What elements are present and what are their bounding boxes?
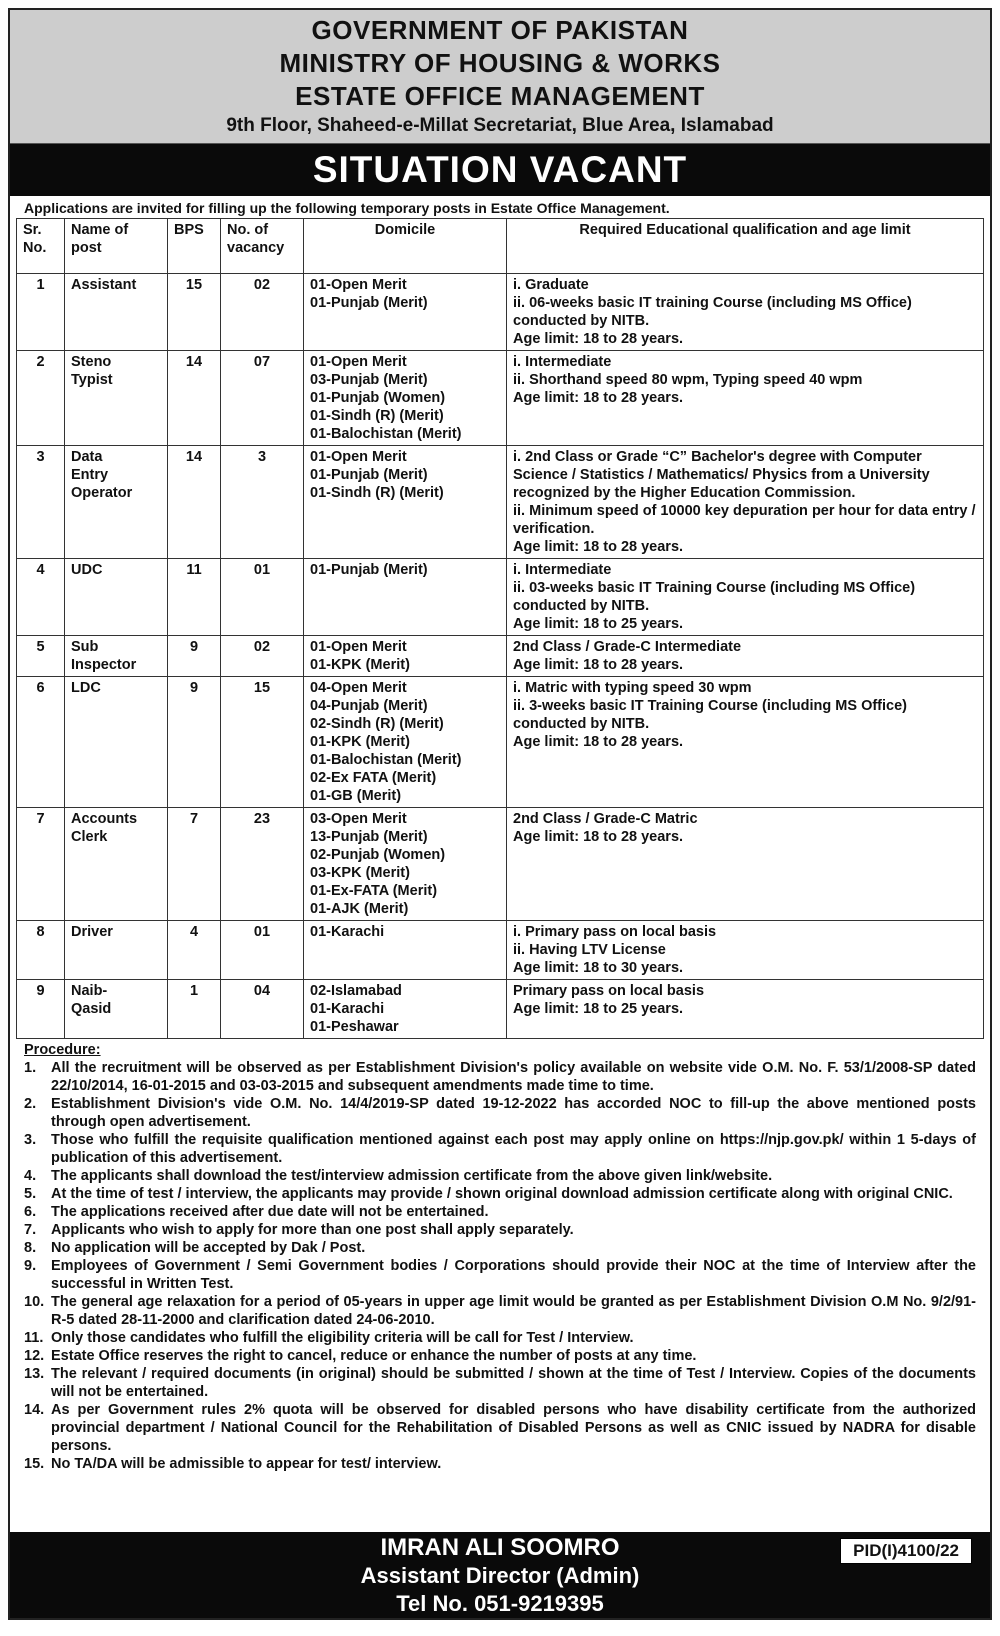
header-vacancy: No. of vacancy bbox=[221, 219, 304, 274]
cell-line: 01-Punjab (Merit) bbox=[310, 295, 428, 311]
situation-vacant-banner: SITUATION VACANT bbox=[10, 144, 990, 196]
cell-qualification bbox=[507, 351, 984, 446]
procedure-number: 1. bbox=[24, 1060, 37, 1076]
cell-line: Age limit: 18 to 28 years. bbox=[513, 331, 684, 347]
vacancy-table-body bbox=[17, 274, 984, 1039]
cell-vacancy: 15 bbox=[221, 677, 304, 808]
procedure-item bbox=[24, 1293, 976, 1329]
cell-line: Age limit: 18 to 25 years. bbox=[513, 616, 684, 632]
cell-post bbox=[65, 921, 168, 980]
procedure-text: Only those candidates who fulfill the eligibility criteria will be call for Test / Interview. bbox=[51, 1330, 634, 1346]
cell-domicile bbox=[304, 808, 507, 921]
header-sr: Sr. No. bbox=[17, 219, 65, 274]
cell-post bbox=[65, 636, 168, 677]
cell-post bbox=[65, 980, 168, 1039]
cell-line: 01-Sindh (R) (Merit) bbox=[310, 485, 444, 501]
cell-line: ii. 06-weeks basic IT training Course (including MS Office) conducted by NITB. bbox=[513, 295, 912, 329]
cell-line: 01-Balochistan (Merit) bbox=[310, 426, 462, 442]
office-title: ESTATE OFFICE MANAGEMENT bbox=[295, 81, 705, 111]
cell-line: 01-KPK (Merit) bbox=[310, 657, 410, 673]
header bbox=[10, 10, 990, 144]
procedure-number: 12. bbox=[24, 1348, 45, 1364]
cell-vacancy: 01 bbox=[221, 559, 304, 636]
cell-vacancy: 04 bbox=[221, 980, 304, 1039]
procedure-number: 7. bbox=[24, 1222, 37, 1238]
cell-qualification bbox=[507, 677, 984, 808]
cell-line: i. Intermediate bbox=[513, 562, 612, 578]
cell-line: i. Matric with typing speed 30 wpm bbox=[513, 680, 752, 696]
cell-line: Age limit: 18 to 30 years. bbox=[513, 960, 684, 976]
table-row bbox=[17, 808, 984, 921]
cell-line: Operator bbox=[71, 485, 133, 501]
cell-domicile bbox=[304, 559, 507, 636]
table-row bbox=[17, 636, 984, 677]
cell-sr: 8 bbox=[17, 921, 65, 980]
cell-line: 01-Peshawar bbox=[310, 1019, 399, 1035]
header-qualification: Required Educational qualification and age limit bbox=[507, 219, 984, 274]
cell-sr: 9 bbox=[17, 980, 65, 1039]
cell-line: Age limit: 18 to 28 years. bbox=[513, 539, 684, 555]
cell-domicile bbox=[304, 636, 507, 677]
cell-bps: 9 bbox=[168, 636, 221, 677]
cell-line: 01-Ex-FATA (Merit) bbox=[310, 883, 438, 899]
cell-qualification bbox=[507, 921, 984, 980]
procedure-text: Those who fulfill the requisite qualification mentioned against each post may apply online on https://njp.gov.pk/ within 1 5-days of publication of this advertisement. bbox=[51, 1132, 976, 1166]
cell-line: 01-Sindh (R) (Merit) bbox=[310, 408, 444, 424]
cell-bps: 14 bbox=[168, 351, 221, 446]
cell-line: 01-Punjab (Merit) bbox=[310, 467, 428, 483]
procedure-item bbox=[24, 1203, 976, 1221]
procedure-text: The applicants shall download the test/interview admission certificate from the above given link/website. bbox=[51, 1168, 773, 1184]
cell-line: 01-GB (Merit) bbox=[310, 788, 402, 804]
cell-line: 2nd Class / Grade-C Intermediate bbox=[513, 639, 742, 655]
telephone-number: Tel No. 051-9219395 bbox=[396, 1591, 604, 1616]
cell-qualification bbox=[507, 274, 984, 351]
cell-vacancy: 23 bbox=[221, 808, 304, 921]
cell-line: UDC bbox=[71, 562, 103, 578]
cell-qualification bbox=[507, 636, 984, 677]
cell-vacancy: 3 bbox=[221, 446, 304, 559]
cell-domicile bbox=[304, 980, 507, 1039]
procedure-number: 11. bbox=[24, 1330, 44, 1346]
cell-line: 13-Punjab (Merit) bbox=[310, 829, 428, 845]
table-row bbox=[17, 274, 984, 351]
procedure-text: At the time of test / interview, the applicants may provide / shown original download admission certificate along with original CNIC. bbox=[51, 1186, 953, 1202]
footer bbox=[10, 1532, 990, 1618]
cell-line: ii. Having LTV License bbox=[513, 942, 666, 958]
cell-line: 04-Open Merit bbox=[310, 680, 407, 696]
cell-line: ii. Minimum speed of 10000 key depuration per hour for data entry / verification. bbox=[513, 503, 976, 537]
procedure-number: 10. bbox=[24, 1294, 45, 1310]
cell-bps: 15 bbox=[168, 274, 221, 351]
cell-post bbox=[65, 559, 168, 636]
cell-line: 02-Sindh (R) (Merit) bbox=[310, 716, 444, 732]
procedure-text: Establishment Division's vide O.M. No. 14/4/2019-SP dated 19-12-2022 has accorded NOC to fill-up the above mentioned posts through open advertisement. bbox=[51, 1096, 976, 1130]
cell-line: 01-KPK (Merit) bbox=[310, 734, 410, 750]
cell-line: Age limit: 18 to 28 years. bbox=[513, 390, 684, 406]
cell-bps: 11 bbox=[168, 559, 221, 636]
table-row bbox=[17, 677, 984, 808]
procedure-item bbox=[24, 1239, 976, 1257]
procedure-text: As per Government rules 2% quota will be observed for disabled persons who have disability certificate from the authorized provincial department / National Council for the Rehabilitation of Disabled Persons as well as CNIC issued by NADRA for disable persons. bbox=[51, 1402, 976, 1454]
procedure-number: 14. bbox=[24, 1402, 45, 1418]
table-row bbox=[17, 446, 984, 559]
procedure-item bbox=[24, 1131, 976, 1167]
table-row bbox=[17, 921, 984, 980]
cell-line: Sub bbox=[71, 639, 99, 655]
procedure-text: The general age relaxation for a period of 05-years in upper age limit would be granted as per Establishment Division O.M No. 9/2/91-R-5 dated 28-11-2000 and clarification dated 24-06-2010. bbox=[51, 1294, 976, 1328]
cell-vacancy: 02 bbox=[221, 274, 304, 351]
procedure-number: 13. bbox=[24, 1366, 45, 1382]
cell-line: 02-Ex FATA (Merit) bbox=[310, 770, 437, 786]
procedure-item bbox=[24, 1167, 976, 1185]
procedure-number: 15. bbox=[24, 1456, 45, 1472]
procedure-item bbox=[24, 1401, 976, 1455]
ministry-title: MINISTRY OF HOUSING & WORKS bbox=[279, 48, 721, 78]
signatory-designation: Assistant Director (Admin) bbox=[360, 1563, 640, 1588]
cell-line: Qasid bbox=[71, 1001, 112, 1017]
cell-line: Naib- bbox=[71, 983, 108, 999]
cell-domicile bbox=[304, 921, 507, 980]
procedure-text: All the recruitment will be observed as per Establishment Division's policy available on website vide O.M. No. F. 53/1/2008-SP dated 22/10/2014, 16-01-2015 and 03-03-2015 and subsequent amendments made time to time. bbox=[51, 1060, 976, 1094]
cell-qualification bbox=[507, 446, 984, 559]
procedure-item bbox=[24, 1185, 976, 1203]
procedure-number: 6. bbox=[24, 1204, 37, 1220]
cell-line: Age limit: 18 to 25 years. bbox=[513, 1001, 684, 1017]
cell-bps: 14 bbox=[168, 446, 221, 559]
intro-text: Applications are invited for filling up the following temporary posts in Estate Office Management. bbox=[24, 200, 670, 216]
cell-line: i. Primary pass on local basis bbox=[513, 924, 717, 940]
cell-sr: 1 bbox=[17, 274, 65, 351]
procedure-text: The applications received after due date will not be entertained. bbox=[51, 1204, 489, 1220]
gov-title: GOVERNMENT OF PAKISTAN bbox=[311, 15, 689, 45]
cell-line: 01-Balochistan (Merit) bbox=[310, 752, 462, 768]
cell-sr: 6 bbox=[17, 677, 65, 808]
cell-domicile bbox=[304, 274, 507, 351]
cell-post bbox=[65, 274, 168, 351]
table-header-row bbox=[17, 219, 984, 274]
cell-line: 01-Open Merit bbox=[310, 354, 407, 370]
cell-bps: 9 bbox=[168, 677, 221, 808]
procedure-text: Applicants who wish to apply for more than one post shall apply separately. bbox=[51, 1222, 574, 1238]
cell-line: 01-Karachi bbox=[310, 924, 385, 940]
cell-bps: 1 bbox=[168, 980, 221, 1039]
procedure-title: Procedure: bbox=[24, 1042, 101, 1058]
cell-domicile bbox=[304, 677, 507, 808]
cell-line: 02-Islamabad bbox=[310, 983, 402, 999]
cell-line: ii. 03-weeks basic IT Training Course (including MS Office) conducted by NITB. bbox=[513, 580, 916, 614]
cell-line: Age limit: 18 to 28 years. bbox=[513, 734, 684, 750]
cell-domicile bbox=[304, 351, 507, 446]
cell-line: Driver bbox=[71, 924, 113, 940]
cell-line: ii. Shorthand speed 80 wpm, Typing speed 40 wpm bbox=[513, 372, 863, 388]
procedure-number: 5. bbox=[24, 1186, 37, 1202]
procedure-text: Estate Office reserves the right to cancel, reduce or enhance the number of posts at any time. bbox=[51, 1348, 697, 1364]
procedure-item bbox=[24, 1257, 976, 1293]
procedure-text: No TA/DA will be admissible to appear for test/ interview. bbox=[51, 1456, 442, 1472]
cell-qualification bbox=[507, 559, 984, 636]
cell-line: 03-KPK (Merit) bbox=[310, 865, 410, 881]
cell-line: ii. 3-weeks basic IT Training Course (including MS Office) conducted by NITB. bbox=[513, 698, 907, 732]
procedure-item bbox=[24, 1347, 976, 1365]
header-bps: BPS bbox=[168, 219, 221, 274]
procedure-section bbox=[10, 1039, 990, 1473]
vacancy-table bbox=[16, 218, 984, 1039]
procedure-list bbox=[24, 1059, 976, 1473]
cell-line: 01-Open Merit bbox=[310, 639, 407, 655]
procedure-number: 4. bbox=[24, 1168, 37, 1184]
procedure-text: No application will be accepted by Dak / Post. bbox=[51, 1240, 366, 1256]
cell-line: Steno bbox=[71, 354, 112, 370]
cell-line: 02-Punjab (Women) bbox=[310, 847, 446, 863]
cell-line: Age limit: 18 to 28 years. bbox=[513, 657, 684, 673]
cell-line: LDC bbox=[71, 680, 101, 696]
procedure-item bbox=[24, 1095, 976, 1131]
cell-line: Inspector bbox=[71, 657, 137, 673]
cell-line: 2nd Class / Grade-C Matric bbox=[513, 811, 698, 827]
cell-line: Assistant bbox=[71, 277, 137, 293]
header-domicile: Domicile bbox=[304, 219, 507, 274]
procedure-number: 8. bbox=[24, 1240, 37, 1256]
cell-vacancy: 01 bbox=[221, 921, 304, 980]
cell-qualification bbox=[507, 980, 984, 1039]
header-post: Name of post bbox=[65, 219, 168, 274]
cell-post bbox=[65, 677, 168, 808]
cell-line: 01-AJK (Merit) bbox=[310, 901, 409, 917]
pid-number: PID(I)4100/22 bbox=[840, 1538, 972, 1564]
cell-sr: 5 bbox=[17, 636, 65, 677]
cell-sr: 2 bbox=[17, 351, 65, 446]
table-row bbox=[17, 351, 984, 446]
cell-qualification bbox=[507, 808, 984, 921]
cell-line: Age limit: 18 to 28 years. bbox=[513, 829, 684, 845]
cell-line: Typist bbox=[71, 372, 113, 388]
advertisement-page bbox=[8, 8, 992, 1620]
procedure-text: The relevant / required documents (in original) should be submitted / shown at the time of Test / Interview. Copies of the documents will not be entertained. bbox=[51, 1366, 976, 1400]
cell-post bbox=[65, 808, 168, 921]
cell-line: Primary pass on local basis bbox=[513, 983, 705, 999]
cell-line: i. Intermediate bbox=[513, 354, 612, 370]
table-row bbox=[17, 559, 984, 636]
cell-sr: 7 bbox=[17, 808, 65, 921]
cell-line: 01-Punjab (Merit) bbox=[310, 562, 428, 578]
cell-line: 03-Open Merit bbox=[310, 811, 407, 827]
cell-bps: 4 bbox=[168, 921, 221, 980]
procedure-number: 3. bbox=[24, 1132, 37, 1148]
cell-line: 03-Punjab (Merit) bbox=[310, 372, 428, 388]
cell-line: Data bbox=[71, 449, 103, 465]
cell-line: 04-Punjab (Merit) bbox=[310, 698, 428, 714]
cell-line: 01-Punjab (Women) bbox=[310, 390, 446, 406]
cell-line: Entry bbox=[71, 467, 109, 483]
signatory-name: IMRAN ALI SOOMRO bbox=[380, 1534, 620, 1561]
cell-line: 01-Open Merit bbox=[310, 277, 407, 293]
cell-post bbox=[65, 446, 168, 559]
table-row bbox=[17, 980, 984, 1039]
cell-vacancy: 07 bbox=[221, 351, 304, 446]
cell-line: Clerk bbox=[71, 829, 108, 845]
procedure-item bbox=[24, 1455, 976, 1473]
cell-bps: 7 bbox=[168, 808, 221, 921]
procedure-number: 2. bbox=[24, 1096, 37, 1112]
procedure-item bbox=[24, 1221, 976, 1239]
procedure-item bbox=[24, 1329, 976, 1347]
cell-line: 01-Karachi bbox=[310, 1001, 385, 1017]
office-address: 9th Floor, Shaheed-e-Millat Secretariat, Blue Area, Islamabad bbox=[226, 115, 774, 136]
cell-sr: 3 bbox=[17, 446, 65, 559]
procedure-item bbox=[24, 1365, 976, 1401]
cell-post bbox=[65, 351, 168, 446]
cell-line: Accounts bbox=[71, 811, 138, 827]
procedure-number: 9. bbox=[24, 1258, 37, 1274]
cell-line: 01-Open Merit bbox=[310, 449, 407, 465]
procedure-text: Employees of Government / Semi Government bodies / Corporations should provide their NOC at the time of Interview after the successful in Written Test. bbox=[51, 1258, 976, 1292]
cell-vacancy: 02 bbox=[221, 636, 304, 677]
cell-domicile bbox=[304, 446, 507, 559]
cell-sr: 4 bbox=[17, 559, 65, 636]
procedure-item bbox=[24, 1059, 976, 1095]
cell-line: i. 2nd Class or Grade “C” Bachelor's degree with Computer Science / Statistics / Mathematics/ Physics from a University recognized by the Higher Education Commission. bbox=[513, 449, 930, 501]
cell-line: i. Graduate bbox=[513, 277, 589, 293]
